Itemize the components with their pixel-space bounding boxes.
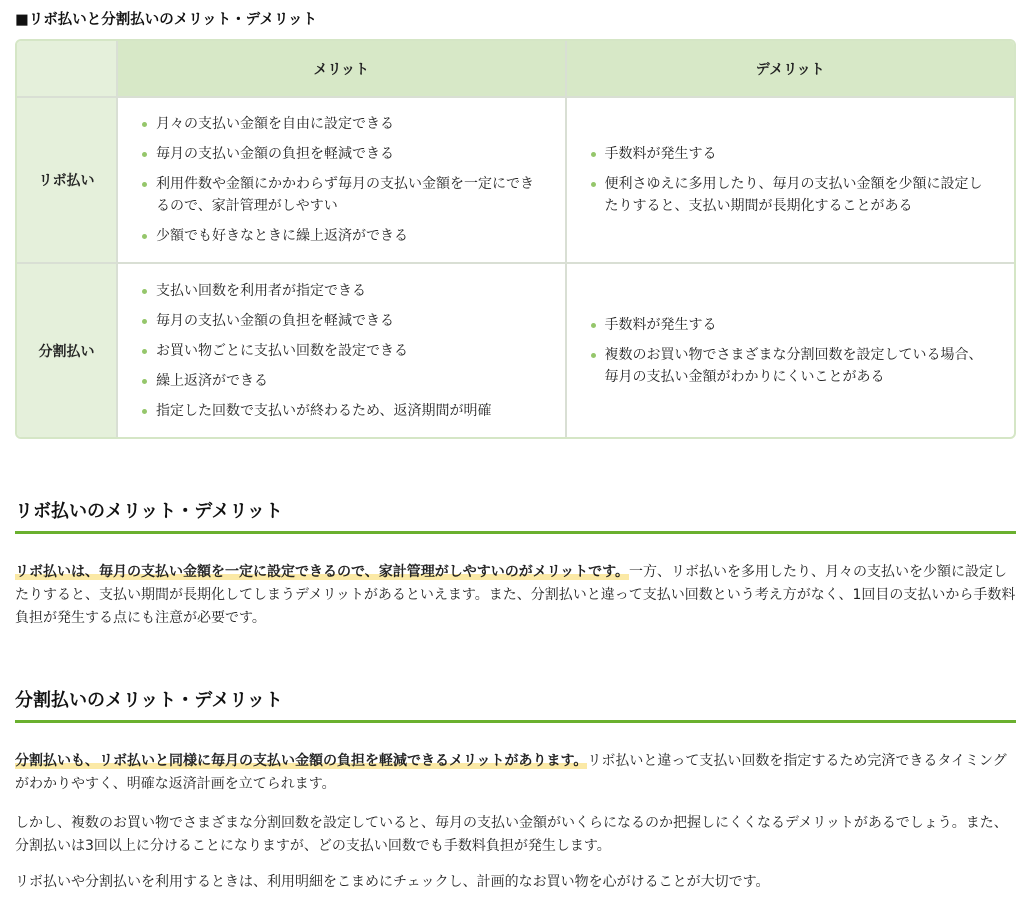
list-item: 少額でも好きなときに繰上返済ができる xyxy=(138,225,547,247)
list-item: 毎月の支払い金額の負担を軽減できる xyxy=(138,310,547,332)
list-item: 支払い回数を利用者が指定できる xyxy=(138,280,547,302)
body-text: 一方、リボ払いを多用したり、月々の支払いを少額に設定したりすると、支払い期間が長期化してしまうデメリットがあるといえます。また、分割払いと違って支払い回数という考え方がなく、1回目の支払いから手数料負担が発生する点にも注意が必要です。 xyxy=(15,564,1016,626)
installment-demerits-cell xyxy=(566,263,1015,437)
revolving-merits-cell xyxy=(117,97,566,263)
list-item: 便利さゆえに多用したり、毎月の支払い金額を少額に設定したりすると、支払い期間が長期化することがある xyxy=(587,173,997,217)
list-item: 手数料が発生する xyxy=(587,143,997,165)
list-item: お買い物ごとに支払い回数を設定できる xyxy=(138,340,547,362)
merit-column-header: メリット xyxy=(117,41,566,97)
table-row-installment xyxy=(17,263,1014,437)
list-item: 利用件数や金額にかかわらず毎月の支払い金額を一定にできるので、家計管理がしやすい xyxy=(138,173,547,217)
installment-merits-cell xyxy=(117,263,566,437)
section-paragraph-revolving xyxy=(15,561,1016,630)
highlighted-text: 分割払いも、リボ払いと同様に毎月の支払い金額の負担を軽減できるメリットがあります。 xyxy=(15,753,588,769)
list-item: 月々の支払い金額を自由に設定できる xyxy=(138,113,547,135)
list-item: 複数のお買い物でさまざまな分割回数を設定している場合、毎月の支払い金額がわかりにくいことがある xyxy=(587,344,997,388)
demerit-column-header: デメリット xyxy=(566,41,1015,97)
table-caption: ■リボ払いと分割払いのメリット・デメリット xyxy=(15,12,317,28)
row-label-installment: 分割払い xyxy=(17,263,117,437)
comparison-table xyxy=(15,39,1016,439)
section-heading-revolving: リボ払いのメリット・デメリット xyxy=(15,500,1016,534)
row-label-revolving: リボ払い xyxy=(17,97,117,263)
list-item: 繰上返済ができる xyxy=(138,370,547,392)
corner-cell xyxy=(17,41,117,97)
section-paragraph-installment-2: しかし、複数のお買い物でさまざまな分割回数を設定していると、毎月の支払い金額がいくらになるのか把握しにくくなるデメリットがあるでしょう。また、分割払いは3回以上に分けることになりますが、どの支払い回数でも手数料負担が発生します。 xyxy=(15,815,1008,854)
table-header-row xyxy=(17,41,1014,97)
list-item: 指定した回数で支払いが終わるため、返済期間が明確 xyxy=(138,400,547,422)
body-text: リボ払いと違って支払い回数を指定するため完済できるタイミングがわかりやすく、明確な返済計画を立てられます。 xyxy=(15,753,1007,792)
list-item: 手数料が発生する xyxy=(587,314,997,336)
revolving-demerits-cell xyxy=(566,97,1015,263)
highlighted-text: リボ払いは、毎月の支払い金額を一定に設定できるので、家計管理がしやすいのがメリットです。 xyxy=(15,564,630,580)
section-heading-installment: 分割払いのメリット・デメリット xyxy=(15,689,1016,723)
section-paragraph-installment-1 xyxy=(15,750,1016,796)
list-item: 毎月の支払い金額の負担を軽減できる xyxy=(138,143,547,165)
section-paragraph-installment-3: リボ払いや分割払いを利用するときは、利用明細をこまめにチェックし、計画的なお買い物を心がけることが大切です。 xyxy=(15,874,770,890)
table-row-revolving xyxy=(17,97,1014,263)
